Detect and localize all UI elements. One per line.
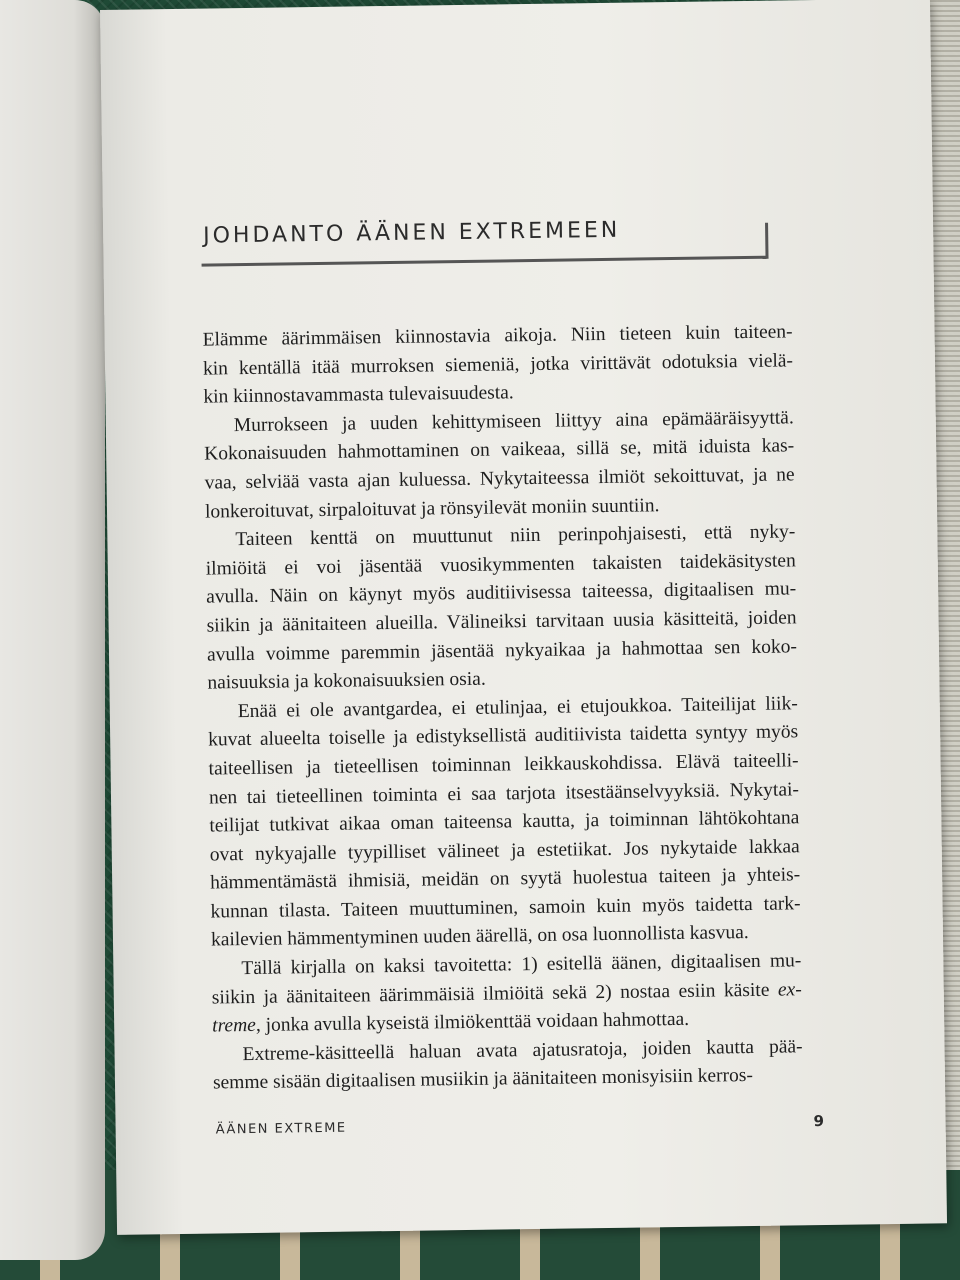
text-line: avulla voimme paremmin jäsentää nykyaikaa ja hahmottaa sen koko-: [206, 635, 798, 666]
text-line: kuvat alueelta toiselle ja edistyksellistä auditiivista taidetta syntyy myös: [208, 721, 799, 751]
text-line: Extreme-käsitteellä haluan avata ajatusratoja, joiden kautta pää-: [242, 1036, 803, 1065]
text-line: Taiteen kenttä on muuttunut niin perinpohjaisesti, että nyky-: [235, 521, 796, 551]
text-line: naisuuksia ja kokonaisuuksien osia.: [207, 668, 486, 694]
text-line: nen tai tieteellinen toiminta ei saa tarjota itsestäänselvyyksiä. Nykytai-: [208, 778, 800, 809]
text-line: Enää ei ole avantgardea, ei etulinjaa, ei etujoukkoa. Taiteilijat liik-: [237, 693, 798, 722]
paragraph: [204, 404, 796, 527]
book-page: [100, 0, 947, 1235]
page-number: 9: [813, 1112, 825, 1131]
text-line: teilijat tutkivat aikaa oman taiteensa kautta, ja toiminnan lähtökohtana: [209, 807, 800, 837]
body-text: [202, 318, 803, 1098]
paragraph: [212, 1033, 803, 1098]
chapter-title: JOHDANTO ÄÄNEN EXTREMEEN: [202, 217, 621, 249]
text-line: kailevien hämmentyminen uuden äärellä, on osa luonnollista kasvua.: [210, 922, 749, 952]
text-line: kin kiinnostavammasta tulevaisuudesta.: [203, 382, 514, 408]
text-line: Kokonaisuuden hahmottaminen on vaikeaa, sillä se, mitä iduista kas-: [204, 435, 795, 465]
text-line: Elämme äärimmäisen kiinnostavia aikoja. Niin tieteen kuin taiteen-: [202, 321, 793, 351]
text-line: Tällä kirjalla on kaksi tavoitetta: 1) esitellä äänen, digitaalisen mu-: [241, 950, 802, 980]
text-line: avulla. Näin on käynyt myös auditiivisessa taiteessa, digitaalisen mu-: [206, 578, 797, 608]
paragraph: [208, 690, 802, 956]
text-line: treme, jonka avulla kyseistä ilmiökenttää voidaan hahmottaa.: [212, 1009, 690, 1037]
text-line: ilmiöitä ei voi jäsentää vuosikymmenten takaisten taidekäsitysten: [205, 550, 796, 580]
paragraph: [211, 947, 802, 1041]
text-line: vaa, selviää vasta ajan kuluessa. Nykytaiteessa ilmiöt sekoittuvat, ja ne: [204, 464, 795, 494]
text-line: siikin ja äänitaiteen äärimmäisiä ilmiöitä sekä 2) nostaa esiin käsite ex-: [211, 978, 802, 1009]
text-line: semme sisään digitaalisen musiikin ja äänitaiteen monisyisiin kerros-: [212, 1065, 754, 1094]
text-line: Murrokseen ja uuden kehittymiseen liittyy aina epämääräisyyttä.: [233, 407, 794, 436]
text-line: lonkeroituvat, sirpaloituvat ja rönsyilevät moniin suuntiin.: [204, 494, 660, 523]
text-line: ovat nykyajalle tyypilliset välineet ja estetiikat. Jos nykytaide lakkaa: [209, 836, 800, 866]
text-line: kunnan tilasta. Taiteen muuttuminen, samoin kuin myös taidetta tark-: [210, 893, 801, 923]
heading-rule: [202, 256, 767, 267]
text-line: hämmentämästä ihmisiä, meidän on syytä huolestua taiteen ja yhteis-: [210, 864, 801, 894]
text-line: taiteellisen ja tieteellisen toiminnan leikkauskohdissa. Elävä taiteelli-: [208, 750, 799, 780]
paragraph: [205, 518, 797, 698]
paragraph: [202, 318, 793, 412]
text-line: siikin ja äänitaiteen alueilla. Välineiksi tarvitaan uusia käsitteitä, joiden: [206, 607, 797, 637]
heading-rule-end: [765, 223, 769, 259]
text-line: kin kentällä itää murroksen siemeniä, jotka virittävät odotuksia vielä-: [202, 349, 794, 380]
running-footer-title: ÄÄNEN EXTREME: [215, 1120, 347, 1138]
left-page-edge: [0, 0, 105, 1260]
